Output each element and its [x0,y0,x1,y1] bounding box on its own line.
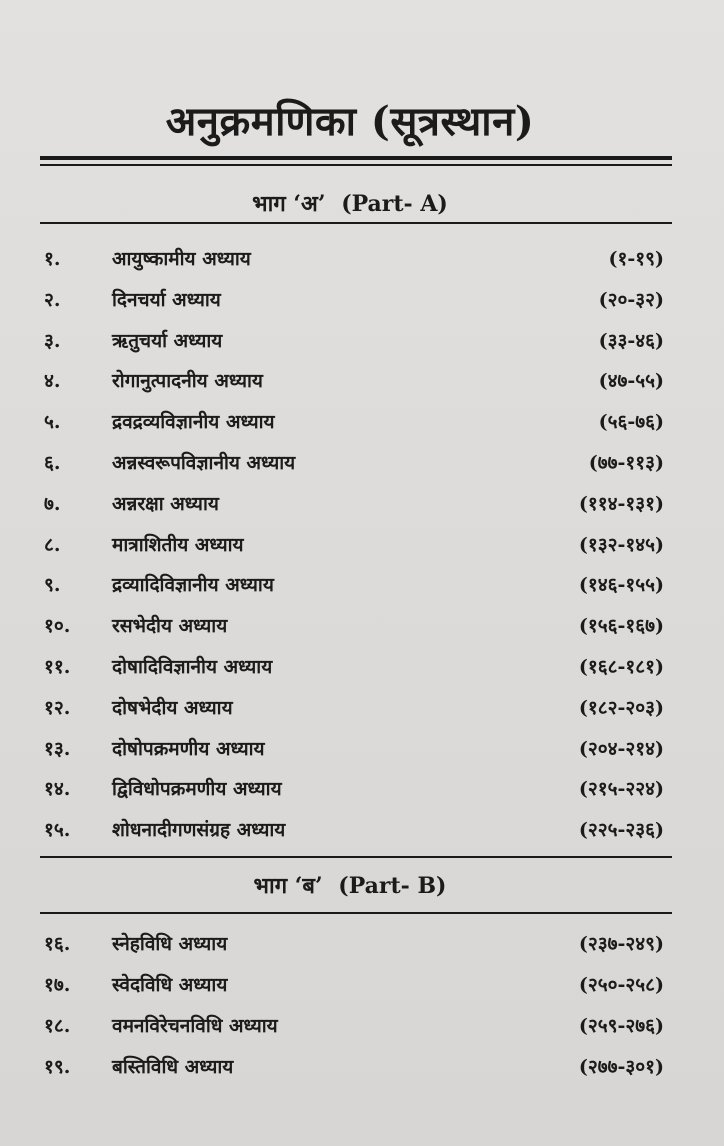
part-b-latin: (Part- B) [338,873,447,899]
list-item [44,566,664,602]
page-range: (२७७-३०१) [578,1056,664,1078]
title-rule-thick [40,156,672,160]
chapter-number: १. [44,248,61,270]
list-item [44,403,664,439]
list-item [44,322,664,358]
page-range: (३३-४६) [598,329,664,352]
list-item [44,966,664,1002]
chapter-name: दोषभेदीय अध्याय [112,696,233,719]
chapter-name: दोषादिविज्ञानीय अध्याय [112,656,273,678]
list-item [44,240,664,276]
part-a-label: भाग ‘अ’ [252,191,326,217]
chapter-name: आयुष्कामीय अध्याय [112,248,251,270]
part-b-heading [0,870,700,900]
part-b-rule-bottom [40,912,672,914]
page-range: (१३२-१४५) [578,533,664,556]
page-range: (७७-११३) [588,452,664,474]
chapter-number: ४. [44,370,61,393]
list-item [44,444,664,480]
list-item [44,1007,664,1043]
chapter-name: स्नेहविधि अध्याय [112,933,228,955]
chapter-number: १४. [44,778,71,801]
list-item [44,648,664,684]
page-range: (११४-१३१) [578,492,664,515]
chapter-number: ३. [44,329,61,352]
chapter-name: बस्तिविधि अध्याय [112,1056,234,1078]
chapter-name: रसभेदीय अध्याय [112,615,228,638]
chapter-name: द्रव्यादिविज्ञानीय अध्याय [112,574,274,597]
page-range: (५६-७६) [598,411,664,434]
list-item [44,811,664,847]
part-b-rule-top [40,856,672,858]
chapter-number: १५. [44,819,71,842]
part-a-heading [0,188,700,218]
chapter-number: ६. [44,452,61,474]
page-range: (१५६-१६७) [578,615,664,638]
chapter-number: १७. [44,974,71,996]
list-item [44,526,664,562]
chapter-number: ८. [44,533,61,556]
chapter-number: १६. [44,933,71,955]
list-item [44,770,664,806]
chapter-name: द्रवद्रव्यविज्ञानीय अध्याय [112,411,275,434]
chapter-name: वमनविरेचनविधि अध्याय [112,1015,278,1037]
page-range: (२५९-२७६) [578,1015,664,1037]
list-item [44,362,664,398]
part-a-rule [40,222,672,224]
part-b-label: भाग ‘ब’ [253,873,323,899]
page-range: (२५०-२५८) [578,974,664,996]
chapter-name: अन्नरक्षा अध्याय [112,492,219,515]
chapter-number: १८. [44,1015,71,1037]
list-item [44,485,664,521]
chapter-number: २. [44,288,61,311]
page-range: (२३७-२४९) [578,933,664,955]
chapter-name: दिनचर्या अध्याय [112,288,221,311]
chapter-number: १३. [44,737,71,760]
page-range: (१६८-१८१) [578,656,664,678]
page-range: (१-१९) [608,248,664,270]
list-item [44,281,664,317]
page-range: (२२५-२३६) [578,819,664,842]
chapter-name: अन्नस्वरूपविज्ञानीय अध्याय [112,452,296,474]
list-item [44,607,664,643]
chapter-name: स्वेदविधि अध्याय [112,974,228,996]
page-range: (२१५-२२४) [578,778,664,801]
page-range: (१४६-१५५) [578,574,664,597]
chapter-number: ५. [44,411,61,434]
chapter-number: ११. [44,656,71,678]
list-item [44,1048,664,1084]
title-rule-thin [40,164,672,166]
chapter-name: द्विविधोपक्रमणीय अध्याय [112,778,282,801]
chapter-number: ९. [44,574,61,597]
list-item [44,689,664,725]
chapter-name: मात्राशितीय अध्याय [112,533,244,556]
chapter-name: रोगानुत्पादनीय अध्याय [112,370,263,393]
part-a-latin: (Part- A) [341,191,448,217]
page-range: (२०-३२) [598,288,664,311]
page-range: (४७-५५) [598,370,664,393]
list-item [44,730,664,766]
page-title: अनुक्रमणिका (सूत्रस्थान) [165,98,535,145]
chapter-number: १९. [44,1056,71,1078]
list-item [44,925,664,961]
chapter-name: दोषोपक्रमणीय अध्याय [112,737,265,760]
page-range: (२०४-२१४) [578,737,664,760]
chapter-number: १०. [44,615,71,638]
chapter-name: शोधनादीगणसंग्रह अध्याय [112,819,286,842]
chapter-number: ७. [44,492,61,515]
chapter-number: १२. [44,696,71,719]
page-range: (१८२-२०३) [578,696,664,719]
chapter-name: ऋतुचर्या अध्याय [112,329,223,352]
